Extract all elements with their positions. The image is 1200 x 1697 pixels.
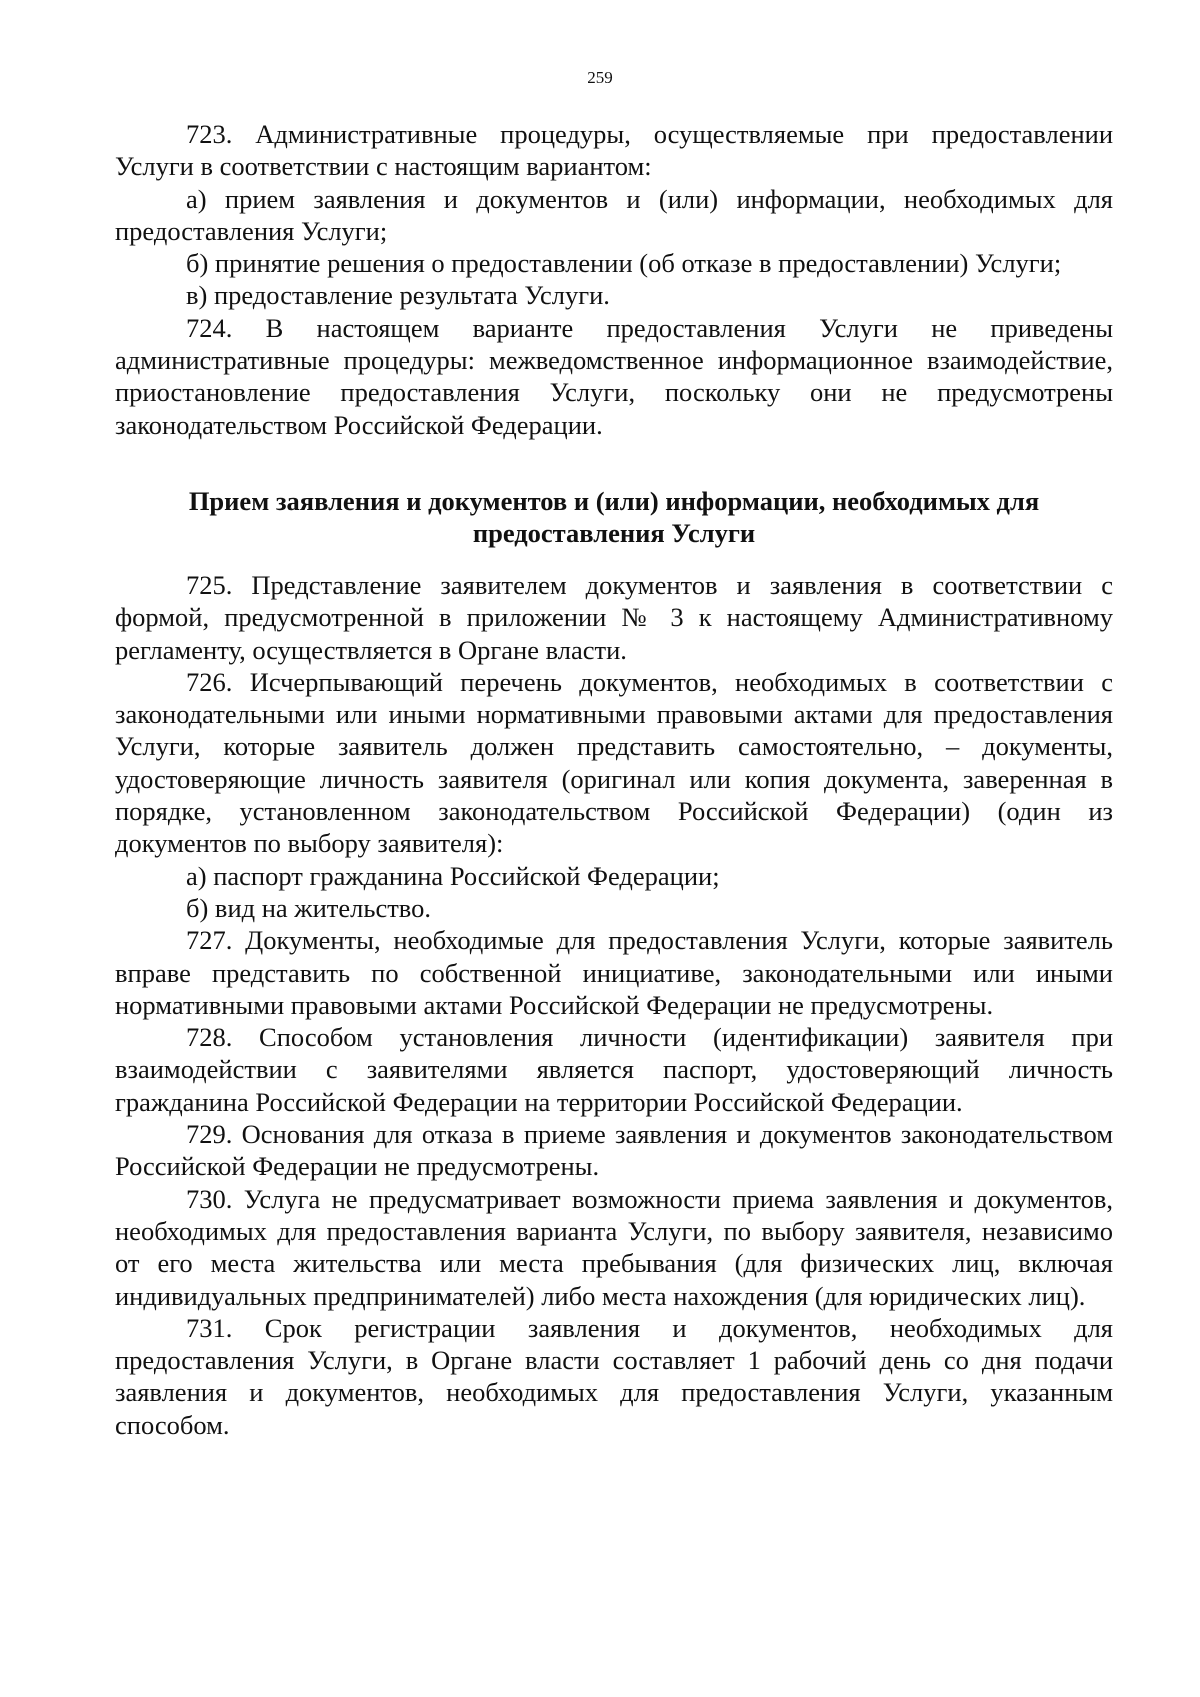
- paragraph-727: 727. Документы, необходимые для предоставления Услуги, которые заявитель вправе представить по собственной инициативе, законодательными или иными нормативными правовыми актами Российской Федерации не предусмотрены.: [115, 925, 1113, 1020]
- list-item-a: а) прием заявления и документов и (или) информации, необходимых для предоставления Услуги;: [115, 183, 1113, 246]
- section-heading: Прием заявления и документов и (или) информации, необходимых для предоставления Услуги: [188, 485, 1040, 548]
- page-number: 259: [587, 68, 613, 87]
- paragraph-731: 731. Срок регистрации заявления и документов, необходимых для предоставления Услуги, в Органе власти составляет 1 рабочий день со дня подачи заявления и документов, необходимых для предоставления Услуги, указанным способом.: [115, 1312, 1113, 1440]
- list-item-c: в) предоставление результата Услуги.: [186, 280, 610, 311]
- paragraph-730: 730. Услуга не предусматривает возможности приема заявления и документов, необходимых для предоставления варианта Услуги, по выбору заявителя, независимо от его места жительства или места пребывания (для физических лиц, включая индивидуальных предпринимателей) либо места нахождения (для юридических лиц).: [115, 1183, 1113, 1311]
- paragraph-724: 724. В настоящем варианте предоставления Услуги не приведены административные процедуры: межведомственное информационное взаимодействие, приостановление предоставления Услуги, поскольку они не предусмотрены законодательством Российской Федерации.: [115, 312, 1113, 440]
- paragraph-729: 729. Основания для отказа в приеме заявления и документов законодательством Российской Федерации не предусмотрены.: [115, 1119, 1113, 1182]
- document-body: [115, 118, 1113, 1441]
- list-item-b: б) принятие решения о предоставлении (об отказе в предоставлении) Услуги;: [186, 248, 1062, 279]
- paragraph-723: 723. Административные процедуры, осуществляемые при предоставлении Услуги в соответствии с настоящим вариантом:: [115, 119, 1113, 182]
- list-item-b-residence: б) вид на жительство.: [186, 892, 431, 923]
- paragraph-726: 726. Исчерпывающий перечень документов, необходимых в соответствии с законодательными или иными нормативными правовыми актами для предоставления Услуги, которые заявитель должен представить самостоятельно, – документы, удостоверяющие личность заявителя (оригинал или копия документа, заверенная в порядке, установленном законодательством Российской Федерации) (один из документов по выбору заявителя):: [115, 666, 1113, 859]
- list-item-a-passport: а) паспорт гражданина Российской Федерации;: [186, 860, 720, 891]
- paragraph-728: 728. Способом установления личности (идентификации) заявителя при взаимодействии с заявителями является паспорт, удостоверяющий личность гражданина Российской Федерации на территории Российской Федерации.: [115, 1022, 1113, 1117]
- paragraph-725: 725. Представление заявителем документов и заявления в соответствии с формой, предусмотренной в приложении № 3 к настоящему Административному регламенту, осуществляется в Органе власти.: [115, 569, 1113, 665]
